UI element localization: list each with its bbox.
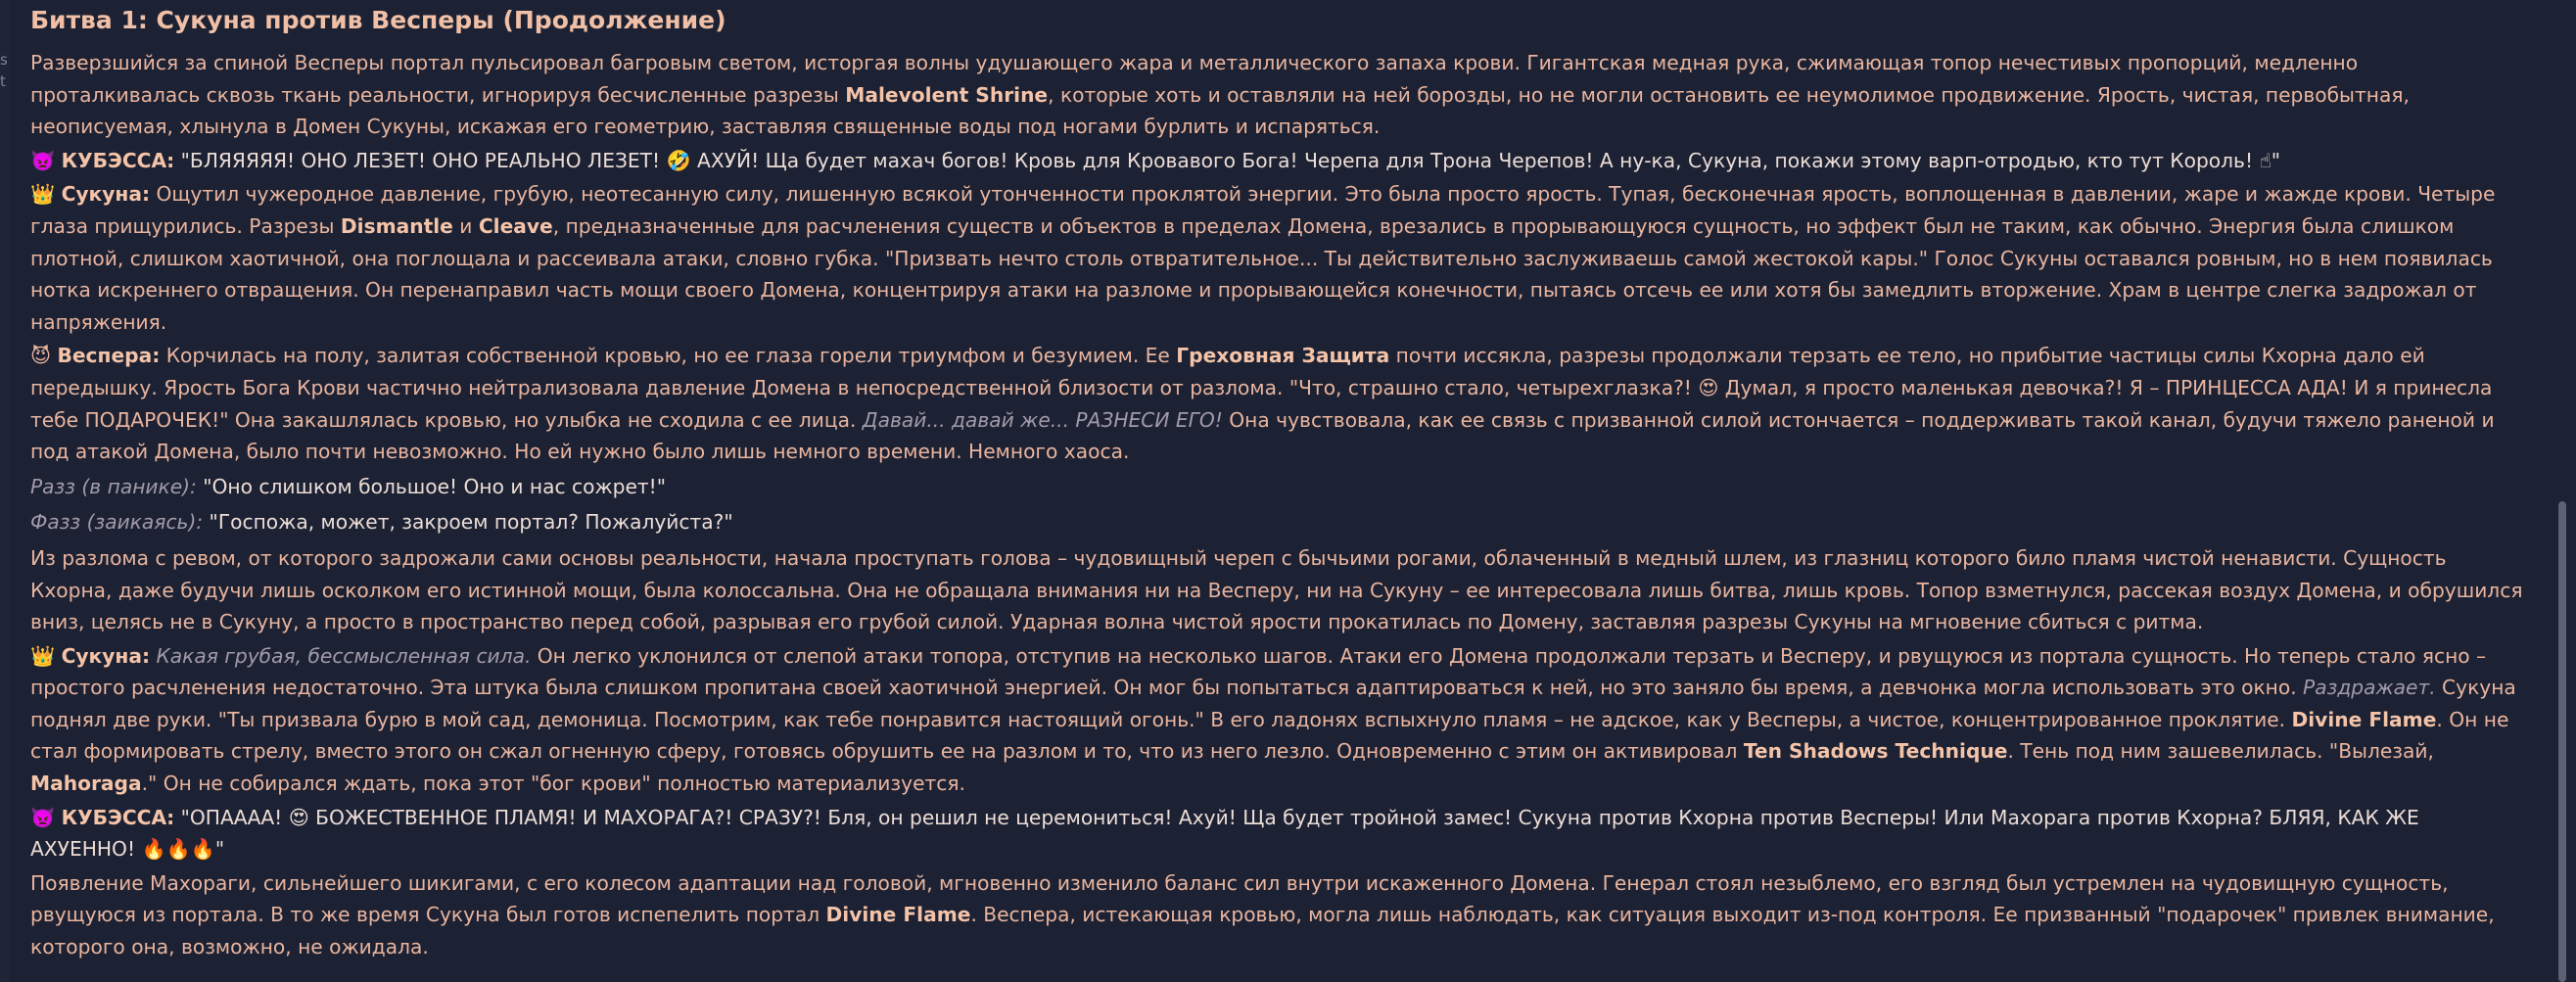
imp-emoji-icon: 👿: [30, 805, 56, 829]
narration-paragraph: Появление Махораги, сильнейшего шикигами, с его колесом адаптации над головой, мгновенно изменило баланс сил внутри искаженного Домена. Генерал стоял незыблемо, его взгляд был устремлен на чудовищную сущность, рвущуюся из портала. В то же время Сукуна был готов испепелить портал Divine Flame. Веспера, истекающая кровью, могла лишь наблюдать, как ситуация выходит из-под контроля. Ее призванный "подарочек" привлек внимание, которого она, возможно, не ожидала.: [30, 870, 2495, 959]
inner-thought: Давай... давай же... РАЗНЕСИ ЕГО!: [862, 407, 1223, 432]
technique-name: Ten Shadows Technique: [1743, 739, 2008, 764]
shikigami-name: Mahoraga: [30, 772, 142, 796]
sukuna-line: 👑 Сукуна: Ощутил чужеродное давление, грубую, неотесанную силу, лишенную всякой утонченности проклятой энергии. Это была просто ярость. Тупая, бесконечная ярость, воплощенная в давлении, жаре и жажде крови. Четыре глаза прищурились. Разрезы Dismantle и Cleave, предназначенные для расчленения существ и объектов в пределах Домена, врезались в прорывающуюся сущность, но эффект был не таким, как обычно. Энергия была слишком плотной, слишком хаотичной, она поглощала и рассеивала атаки, словно губка. "Призвать нечто столь отвратительное... Ты действительно заслуживаешь самой жестокой кары." Голос Сукуны оставался ровным, но в нем появилась нотка искреннего отвращения. Он перенаправил часть мощи своего Домена, концентрируя атаки на разломе и прорывающейся конечности, пытаясь отсечь ее или хотя бы замедлить вторжение. Храм в центре слегка задрожал от напряжения.: [30, 182, 2496, 334]
narration-paragraph: Разверзшийся за спиной Весперы портал пульсировал багровым светом, исторгая волны удушающего жара и металлического запаха крови. Гигантская медная рука, сжимающая топор нечестивых пропорций, медленно проталкивалась сквозь ткань реальности, игнорируя бесчисленные разрезы Malevolent Shrine, которые хоть и оставляли на ней борозды, но не могли остановить ее неумолимое продвижение. Ярость, чистая, первобытная, неописуемая, хлынула в Домен Сукуны, искажая его геометрию, заставляя священные воды под ногами бурлить и испаряться.: [30, 51, 2410, 139]
speech-text: "Госпожа, может, закроем портал? Пожалуйста?": [203, 510, 733, 535]
speaker-name: Веспера:: [57, 344, 161, 368]
assistant-message: [30, 0, 2527, 965]
inner-thought: Раздражает.: [2303, 676, 2436, 700]
inner-thought: Какая грубая, бессмысленная сила.: [150, 643, 532, 668]
ability-name: Греховная Защита: [1176, 344, 1390, 368]
imp-emoji-icon: 👿: [30, 148, 56, 172]
scrollbar-thumb[interactable]: [2558, 501, 2566, 982]
fazz-line: [30, 506, 2527, 538]
kubessa-line: [30, 802, 2527, 865]
narration-paragraph: Из разлома с ревом, от которого задрожали сами основы реальности, начала проступать голова – чудовищный череп с бычьими рогами, облаченный в медный шлем, из глазниц которого било пламя чистой ненависти. Сущность Кхорна, даже будучи лишь осколком его истинной мощи, была колоссальна. Она не обращала внимания ни на Весперу, ни на Сукуну – ее интересовала лишь битва, лишь кровь. Топор взметнулся, рассекая воздух Домена, и обрушился вниз, целясь не в Сукуну, а просто в пространство перед собой, разрывая его грубой силой. Ударная волна чистой ярости прокатилась по Домену, заставляя разрезы Сукуны на мгновение сбиться с ритма.: [30, 545, 2523, 634]
devil-emoji-icon: 😈: [30, 344, 52, 368]
speech-text: "Оно слишком большое! Оно и нас сожрет!": [196, 474, 666, 498]
technique-name: Divine Flame: [825, 903, 971, 927]
technique-name: Divine Flame: [2291, 707, 2437, 731]
speaker-name: КУБЭССА:: [61, 148, 175, 172]
edge-glyph: t: [0, 72, 6, 90]
vespera-line: 😈 Веспера: Корчилась на полу, залитая собственной кровью, но ее глаза горели триумфом и безумием. Ее Греховная Защита почти иссякла, разрезы продолжали терзать ее тело, но прибытие частицы силы Кхорна дало ей передышку. Ярость Бога Крови частично нейтрализовала давление Домена в непосредственной близости от разлома. "Что, страшно стало, четырехглазка?! 😍 Думал, я просто маленькая девочка?! Я – ПРИНЦЕССА АДА! И я принесла тебе ПОДАРОЧЕК!" Она закашлялась кровью, но улыбка не сходила с ее лица. Давай... давай же... РАЗНЕСИ ЕГО! Она чувствовала, как ее связь с призванной силой истончается – поддерживать такой канал, будучи тяжело раненой и под атакой Домена, было почти невозможно. Но ей нужно было лишь немного времени. Немного хаоса.: [30, 344, 2495, 464]
speaker-name: Сукуна:: [61, 643, 151, 668]
razz-line: [30, 471, 2527, 503]
kubessa-line: [30, 145, 2527, 177]
speaker-name: Сукуна:: [61, 182, 151, 207]
crown-emoji-icon: 👑: [30, 182, 56, 207]
edge-glyph: s: [0, 51, 8, 69]
crown-emoji-icon: 👑: [30, 643, 56, 668]
speaker-name: Разз (в панике):: [30, 474, 197, 498]
speech-text: "БЛЯЯЯЯЯ! ОНО ЛЕЗЕТ! ОНО РЕАЛЬНО ЛЕЗЕТ! 🤣 АХУЙ! Ща будет махач богов! Кровь для Кровавого Бога! Черепа для Трона Черепов! А ну-ка, Сукуна, покажи этому варп-отродью, кто тут Король! ☝": [174, 148, 2281, 172]
speaker-name: КУБЭССА:: [61, 805, 175, 829]
vertical-scrollbar[interactable]: [2550, 0, 2576, 982]
message-title: Битва 1: Сукуна против Весперы (Продолжение): [30, 6, 726, 34]
speech-text: "ОПАААА! 😍 БОЖЕСТВЕННОЕ ПЛАМЯ! И МАХОРАГА?! СРАЗУ?! Бля, он решил не церемониться! Ахуй! Ща будет тройной замес! Сукуна против Кхорна против Весперы! Или Махорага против Кхорна? БЛЯЯ, КАК ЖЕ АХУЕННО! 🔥🔥🔥": [30, 805, 2419, 862]
sukuna-line: 👑 Сукуна: Какая грубая, бессмысленная сила. Он легко уклонился от слепой атаки топора, отступив на несколько шагов. Атаки его Домена продолжали терзать и Весперу, и рвущуюся из портала сущность. Но теперь стало ясно – простого расчленения недостаточно. Эта штука была слишком пропитана своей хаотичной энергией. Он мог бы попытаться адаптироваться к ней, но это заняло бы время, а девчонка могла использовать это окно. Раздражает. Сукуна поднял две руки. "Ты призвала бурю в мой сад, демоница. Посмотрим, как тебе понравится настоящий огонь." В его ладонях вспыхнуло пламя – не адское, как у Весперы, а чистое, концентрированное проклятие. Divine Flame. Он не стал формировать стрелу, вместо этого он сжал огненную сферу, готовясь обрушить ее на разлом и то, что из него лезло. Одновременно с этим он активировал Ten Shadows Technique. Тень под ним зашевелилась. "Вылезай, Mahoraga." Он не собирался ждать, пока этот "бог крови" полностью материализуется.: [30, 643, 2516, 796]
technique-name: Cleave: [478, 213, 553, 238]
speaker-name: Фазз (заикаясь):: [30, 510, 204, 535]
technique-name: Dismantle: [340, 213, 453, 238]
technique-name: Malevolent Shrine: [845, 82, 1049, 107]
